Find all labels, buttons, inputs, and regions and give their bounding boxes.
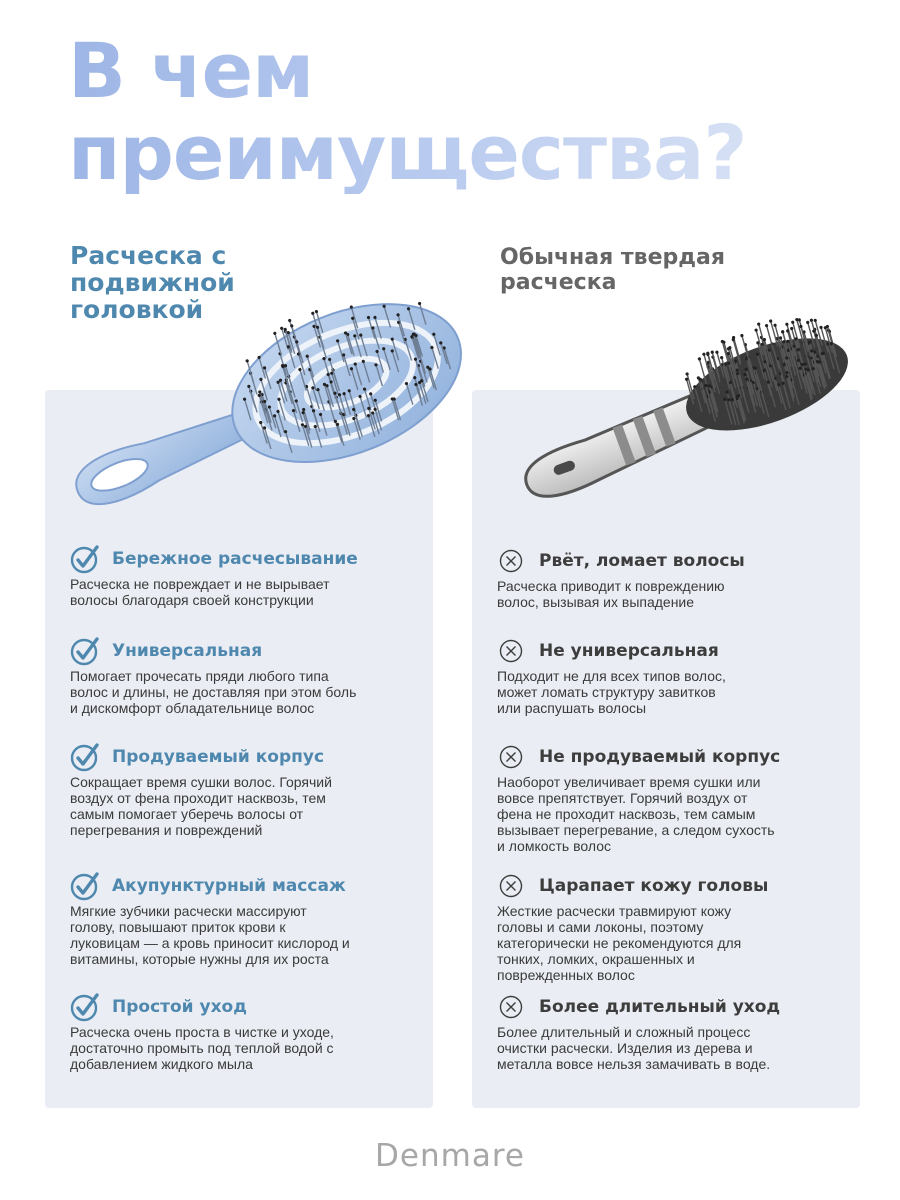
feature-title: Универсальная bbox=[112, 641, 263, 661]
bristle-tip bbox=[809, 318, 813, 322]
desc-line: и дискомфорт обладательнице волос bbox=[70, 700, 315, 716]
left-feature bbox=[70, 742, 420, 838]
title-line-2: преимущества? bbox=[68, 108, 747, 197]
desc-line: луковицам — а кровь приносит кислород и bbox=[70, 935, 350, 951]
desc-line: Более длительный и сложный процесс bbox=[497, 1024, 751, 1040]
bristle-tip bbox=[715, 350, 719, 354]
bristle-tip bbox=[757, 322, 761, 326]
feature-title: Не универсальная bbox=[539, 641, 719, 661]
desc-line: или распушать волосы bbox=[497, 700, 647, 716]
bristle-tip bbox=[806, 320, 810, 324]
feature-description bbox=[497, 774, 847, 854]
x-circle-icon bbox=[499, 745, 523, 769]
desc-line: воздух от фена проходит насквозь, тем bbox=[70, 790, 326, 806]
left-heading-line: Расческа с bbox=[70, 241, 227, 270]
desc-line: витамины, которые нужны для их роста bbox=[70, 951, 329, 967]
desc-line: металла вовсе нельзя замачивать в воде. bbox=[497, 1056, 771, 1072]
bristle-tip bbox=[720, 356, 724, 360]
desc-line: Жесткие расчески травмируют кожу bbox=[497, 903, 732, 919]
bristle-tip bbox=[273, 331, 277, 335]
right-column-heading bbox=[500, 245, 725, 295]
feature-title: Царапает кожу головы bbox=[539, 876, 769, 896]
bristle-tip bbox=[280, 326, 284, 330]
bristle-tip bbox=[765, 324, 769, 328]
bristle-tip bbox=[754, 328, 758, 332]
desc-line: Наоборот увеличивает время сушки или bbox=[497, 774, 761, 790]
desc-line: поврежденных волос bbox=[497, 967, 635, 983]
desc-line: самым помогает уберечь волосы от bbox=[70, 806, 304, 822]
desc-line: Расческа не повреждает и не вырывает bbox=[70, 576, 330, 592]
desc-line: достаточно промыть под теплой водой с bbox=[70, 1040, 334, 1056]
right-feature bbox=[497, 992, 847, 1072]
feature-description bbox=[70, 668, 420, 716]
bristle-tip bbox=[773, 323, 777, 327]
feature-title: Простой уход bbox=[112, 997, 247, 1017]
desc-line: Подходит не для всех типов волос, bbox=[497, 668, 726, 684]
right-heading-line: расческа bbox=[500, 270, 617, 295]
bristle-tip bbox=[685, 372, 689, 376]
x-circle-icon bbox=[499, 639, 523, 663]
desc-line: и ломкость волос bbox=[497, 838, 611, 854]
right-heading-line: Обычная твердая bbox=[500, 245, 725, 270]
right-feature bbox=[497, 546, 847, 610]
check-circle-icon bbox=[70, 544, 100, 574]
check-circle-icon bbox=[70, 992, 100, 1022]
desc-line: вызывает перегревание, а следом сухость bbox=[497, 822, 775, 838]
left-heading-line: головкой bbox=[70, 295, 204, 324]
desc-line: Мягкие зубчики расчески массируют bbox=[70, 903, 307, 919]
title-line-1: В чем bbox=[68, 26, 314, 115]
left-feature bbox=[70, 636, 420, 716]
bristle-tip bbox=[245, 359, 249, 363]
desc-line: добавлением жидкого мыла bbox=[70, 1056, 253, 1072]
bristle-tip bbox=[819, 325, 823, 329]
bristle-tip bbox=[311, 311, 315, 315]
desc-line: категорически не рекомендуются для bbox=[497, 935, 742, 951]
desc-line: фена не проходит насквозь, тем самым bbox=[497, 806, 756, 822]
desc-line: тонких, ломких, окрашенных и bbox=[497, 951, 695, 967]
feature-description bbox=[497, 578, 847, 610]
desc-line: Сокращает время сушки волос. Горячий bbox=[70, 774, 332, 790]
x-circle-icon bbox=[499, 874, 523, 898]
desc-line: вовсе препятствует. Горячий воздух от bbox=[497, 790, 748, 806]
feature-description bbox=[70, 1024, 420, 1072]
feature-title: Акупунктурный массаж bbox=[112, 876, 346, 896]
bristle-tip bbox=[769, 319, 773, 323]
bristle-tip bbox=[813, 318, 817, 322]
bristle-tip bbox=[697, 357, 701, 361]
desc-line: Расческа приводит к повреждению bbox=[497, 578, 725, 594]
left-feature bbox=[70, 871, 420, 967]
feature-description bbox=[70, 576, 420, 608]
feature-description bbox=[497, 1024, 847, 1072]
desc-line: волос, вызывая их выпадение bbox=[497, 594, 695, 610]
right-feature bbox=[497, 636, 847, 716]
brand-logo: Denmare bbox=[375, 1138, 525, 1174]
feature-title: Не продуваемый корпус bbox=[539, 747, 781, 767]
x-circle-icon bbox=[499, 995, 523, 1019]
bristle-tip bbox=[791, 320, 795, 324]
feature-title: Бережное расчесывание bbox=[112, 549, 358, 569]
left-feature bbox=[70, 544, 420, 608]
left-heading-line: подвижной bbox=[70, 268, 235, 297]
desc-line: может ломать структуру завитков bbox=[497, 684, 716, 700]
bristle-tip bbox=[740, 333, 744, 337]
bristle-tip bbox=[702, 352, 706, 356]
feature-title: Продуваемый корпус bbox=[112, 747, 325, 767]
check-circle-icon bbox=[70, 636, 100, 666]
bristle-tip bbox=[288, 318, 292, 322]
regular-brush-image bbox=[498, 308, 858, 498]
check-circle-icon bbox=[70, 742, 100, 772]
desc-line: волосы благодаря своей конструкции bbox=[70, 592, 314, 608]
bristle-tip bbox=[785, 322, 789, 326]
bristle-tip bbox=[781, 330, 785, 334]
right-feature bbox=[497, 871, 847, 983]
check-circle-icon bbox=[70, 871, 100, 901]
feature-description bbox=[70, 903, 420, 967]
desc-line: голову, повышают приток крови к bbox=[70, 919, 286, 935]
bristle-tip bbox=[417, 301, 421, 305]
bristle-tip bbox=[710, 350, 714, 354]
desc-line: перегревания и повреждений bbox=[70, 822, 263, 838]
feature-description bbox=[497, 903, 847, 983]
flexible-brush-image bbox=[18, 290, 488, 510]
desc-line: Помогает прочесать пряди любого типа bbox=[70, 668, 329, 684]
desc-line: очистки расчески. Изделия из дерева и bbox=[497, 1040, 753, 1056]
feature-description bbox=[70, 774, 420, 838]
bristle-tip bbox=[790, 326, 794, 330]
bristle-tip bbox=[314, 309, 318, 313]
feature-description bbox=[497, 668, 847, 716]
desc-line: волос и длины, не доставляя при этом боль bbox=[70, 684, 357, 700]
feature-title: Рвёт, ломает волосы bbox=[539, 551, 745, 571]
left-feature bbox=[70, 992, 420, 1072]
right-feature bbox=[497, 742, 847, 854]
desc-line: Расческа очень проста в чистке и уходе, bbox=[70, 1024, 334, 1040]
desc-line: головы и сами локоны, поэтому bbox=[497, 919, 704, 935]
page-title bbox=[68, 26, 747, 197]
feature-title: Более длительный уход bbox=[539, 997, 781, 1017]
x-circle-icon bbox=[499, 549, 523, 573]
